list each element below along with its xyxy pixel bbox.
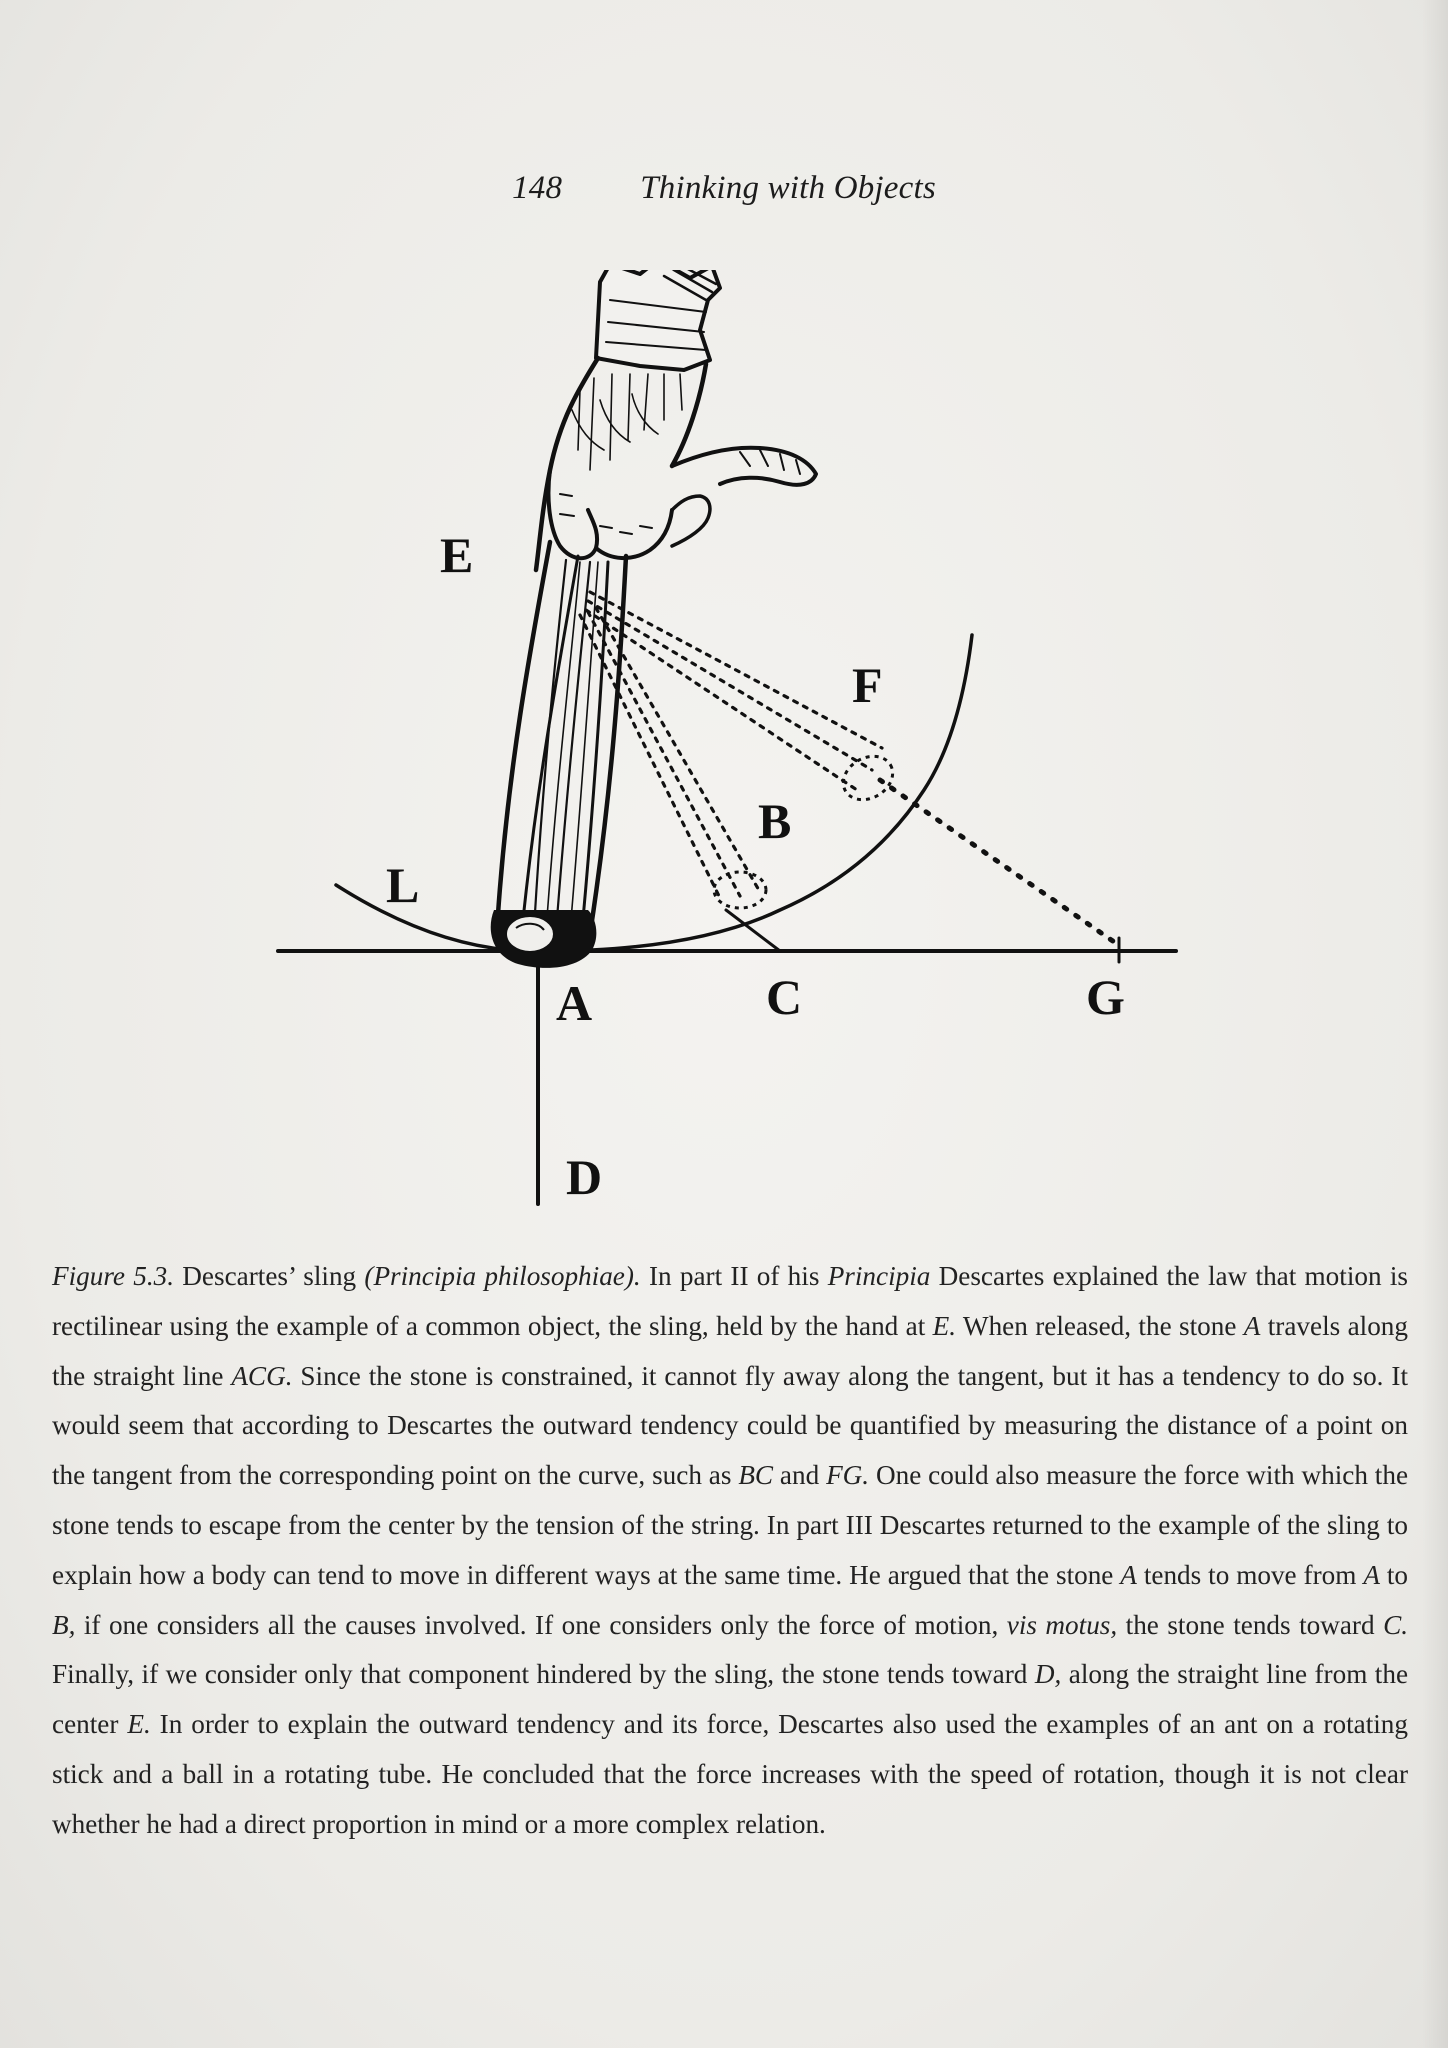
caption-italic-run: A (1363, 1559, 1380, 1590)
label-e: E (440, 527, 474, 583)
figure-reference: Figure 5.3. (52, 1261, 175, 1291)
sling-position-f-bottom (586, 610, 860, 792)
bc-line (726, 910, 780, 951)
caption-italic-run: E. (127, 1709, 151, 1740)
caption-text-run: Descartes’ sling (174, 1261, 365, 1291)
label-g: G (1086, 969, 1125, 1025)
caption-text-run: tends to move from (1136, 1559, 1364, 1590)
caption-italic-run: FG. (826, 1460, 870, 1491)
hand-engraving (536, 270, 816, 570)
caption-italic-run: (Principia philosophiae). (364, 1261, 641, 1291)
caption-italic-run: Principia (827, 1261, 931, 1291)
caption-italic-run: E. (932, 1310, 957, 1341)
caption-text-run: if one considers all the causes involved. If one considers only the force of motion, (75, 1609, 1007, 1640)
caption-italic-run: A (1120, 1559, 1137, 1590)
sling-figure (260, 270, 1200, 1230)
figure-caption (52, 1252, 1408, 1850)
caption-text-run: travels along the straight line (52, 1310, 1408, 1391)
caption-text-run: Descartes explained the law that motion is rectilinear using the example of a common object, the sling, held by the hand at (52, 1261, 1408, 1341)
dotted-tangent (880, 780, 1120, 946)
label-b: B (758, 793, 792, 849)
pouch-at-a (491, 910, 597, 968)
caption-text-run: Finally, if we consider only that component hindered by the sling, the stone tends toward (52, 1659, 1035, 1690)
sling-position-f-mid (588, 601, 872, 770)
caption-italic-run: A (1243, 1310, 1261, 1341)
label-d: D (566, 1149, 603, 1205)
running-head-title: Thinking with Objects (640, 170, 936, 206)
page-edge-shadow (1422, 0, 1448, 2048)
running-head (0, 170, 1448, 207)
page-number: 148 (512, 170, 563, 206)
label-c: C (766, 969, 803, 1025)
caption-italic-run: BC (738, 1460, 774, 1491)
caption-text-run: Since the stone is constrained, it cannot fly away along the tangent, but it has a tendency to do so. It would seem that according to Descartes the outward tendency could be quantified by measuring the distance of a point on the tangent from the corresponding point on the curve, such as (52, 1360, 1408, 1491)
caption-text-run: and (773, 1460, 827, 1491)
caption-italic-run: D, (1034, 1659, 1062, 1690)
label-a: A (556, 975, 593, 1031)
caption-italic-run: ACG. (231, 1360, 293, 1391)
caption-italic-run: C. (1383, 1609, 1408, 1640)
caption-text-run: the stone tends toward (1117, 1609, 1384, 1640)
caption-text-run: to (1379, 1559, 1408, 1590)
caption-text-run: When released, the stone (956, 1310, 1244, 1341)
caption-body (52, 1261, 1408, 1839)
caption-italic-run: B, (52, 1609, 76, 1640)
label-l: L (386, 857, 420, 913)
caption-text-run: In order to explain the outward tendency and its force, Descartes also used the examples of an ant on a rotating stick and a ball in a rotating tube. He concluded that the force increases with the speed of rotation, though it is not clear whether he had a direct proportion in mind or a more complex relation. (52, 1709, 1408, 1839)
stone-at-b (714, 872, 766, 908)
caption-text-run: In part II of his (640, 1261, 828, 1291)
caption-italic-run: vis motus, (1006, 1609, 1118, 1640)
stone-at-f (835, 748, 900, 809)
label-f: F (852, 657, 883, 713)
caption-text-run: along the straight line from the center (52, 1659, 1409, 1740)
caption-text-run: One could also measure the force with which the stone tends to escape from the center by the tension of the string. In part III Descartes returned to the example of the sling to explain how a body can tend to move in different ways at the same time. He argued that the stone (52, 1460, 1409, 1590)
sling-cords (498, 542, 626, 934)
